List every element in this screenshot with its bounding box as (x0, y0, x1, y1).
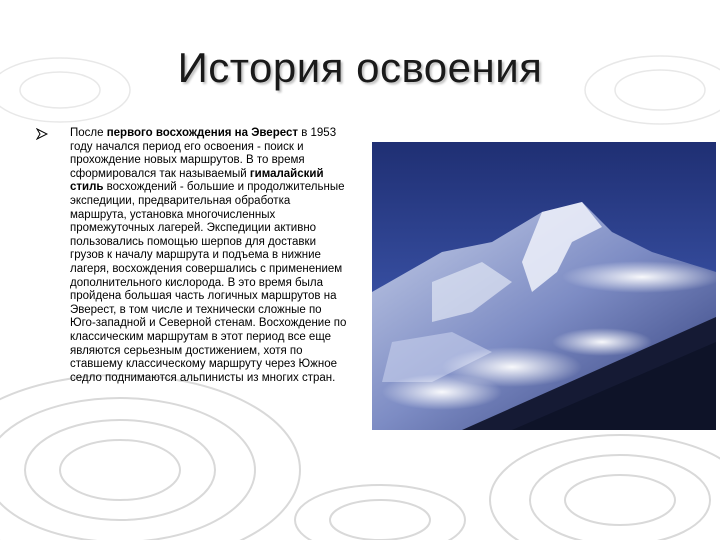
paragraph-bold-1: первого восхождения на Эверест (106, 127, 299, 139)
paragraph-text-3: восхождений - большие и продолжительные экспедиции, предварительная обработка маршрута, установка многочисленных промежуточных лагерей. Экспедиции активно пользовались помощью шерпов для доставки грузов к началу маршрута и подъема в нижние лагеря, восхождения совершались с применением дополнительного кислорода. В это время была пройдена большая часть логичных маршрутов на Эверест, в том числе и технически сложные по Юго-западной и Северной стенам. Восхождение по классическим маршрутам в этот период все еще являются серьезным достижением, хотя по ставшему классическому маршруту через Южное седло поднимаются альпинисты из многих стран. (70, 181, 347, 384)
slide-title: История освоения (177, 44, 543, 91)
paragraph-bold-2: гималайский стиль (70, 167, 324, 194)
paragraph-text-2: в 1953 году начался период его освоения - поиск и прохождение новых маршрутов. В то время сформировался так называемый (70, 127, 337, 180)
everest-mountain-photo (372, 142, 716, 430)
arrowhead-bullet-icon (36, 128, 48, 140)
paragraph-text-1: После (70, 127, 107, 139)
slide-body-paragraph (70, 127, 348, 385)
